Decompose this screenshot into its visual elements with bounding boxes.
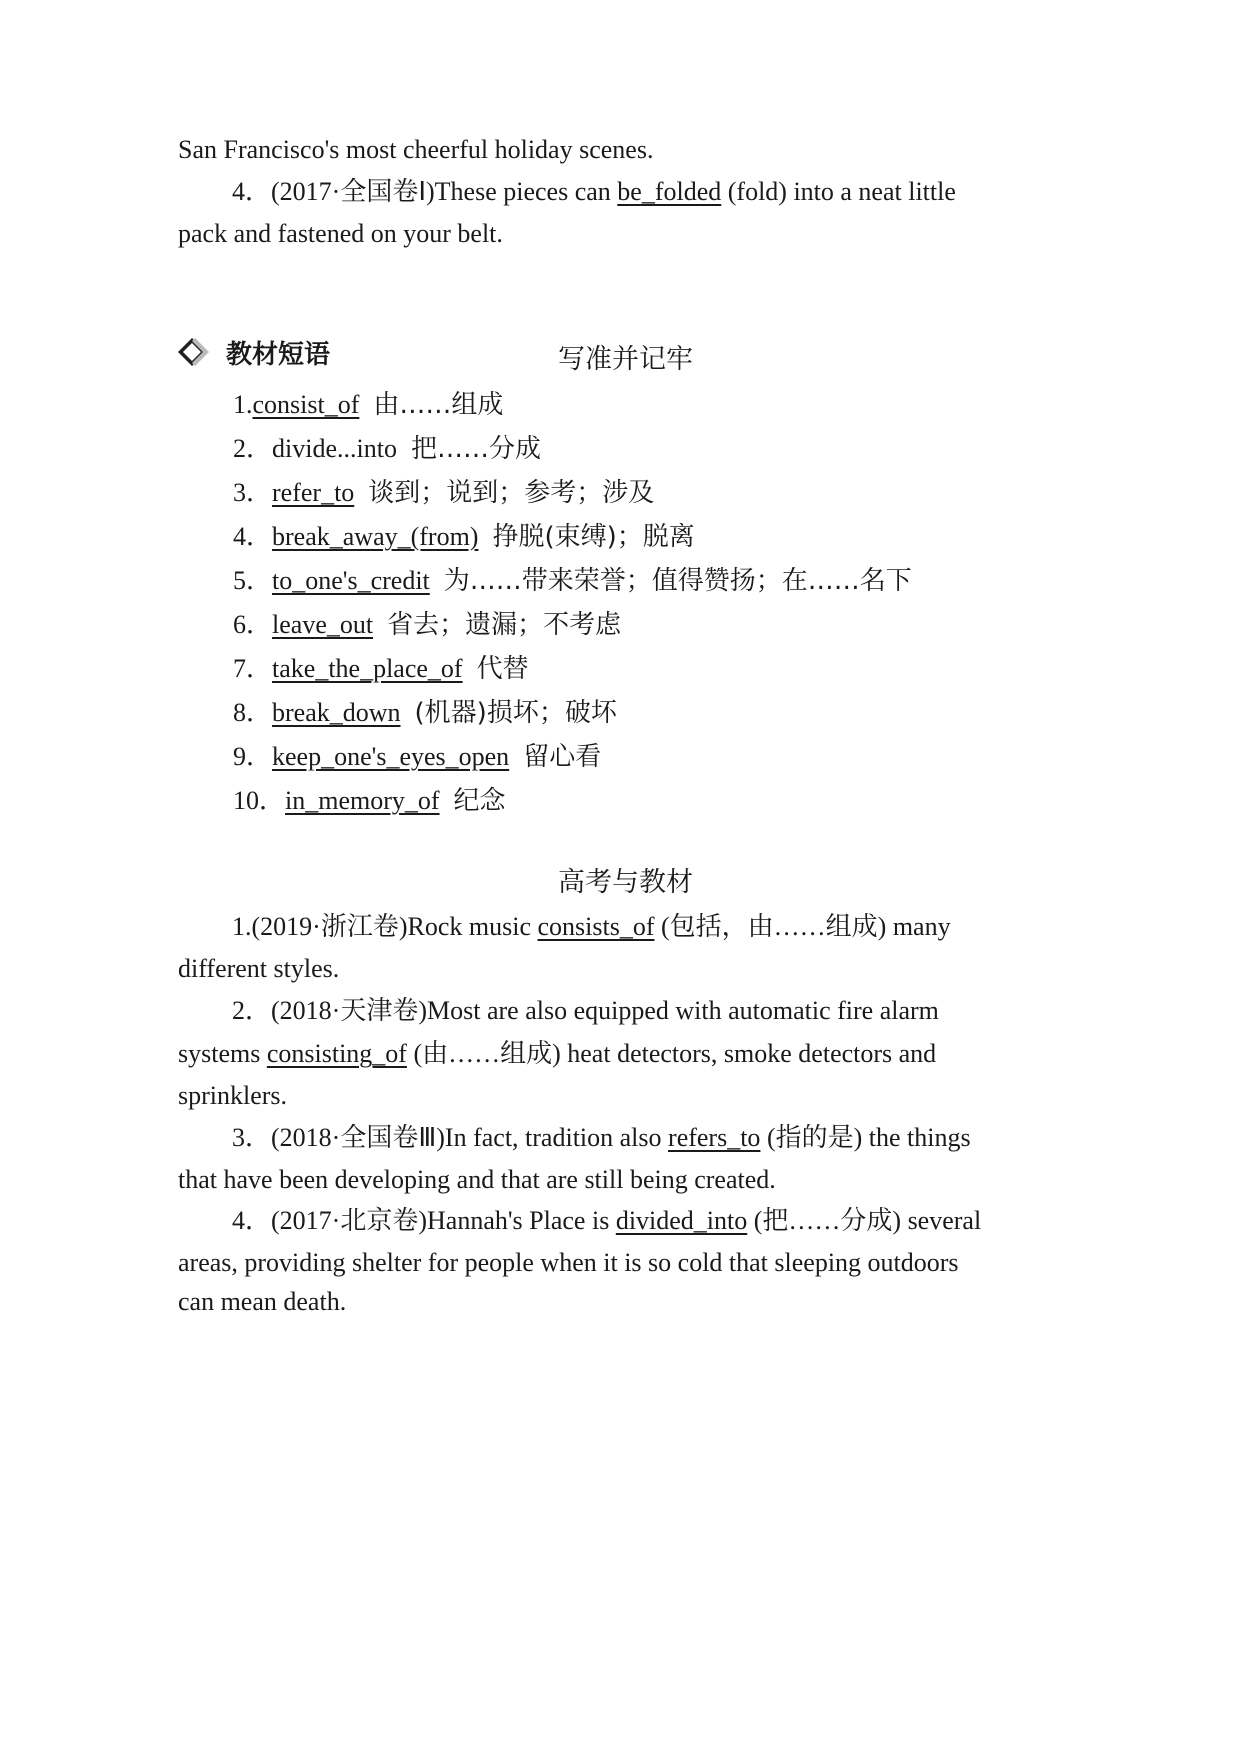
phrase-meaning: 谈到；说到；参考；涉及: [368, 478, 655, 508]
phrase-number: 2．: [233, 434, 273, 463]
item-prefix: 4．(2017·: [232, 177, 341, 206]
subsection-title: 高考与教材: [558, 867, 693, 898]
item-text: (fold) into a neat little: [721, 177, 956, 206]
item-prefix: 4．(2017·: [232, 1206, 341, 1235]
source-label: 北京卷: [340, 1206, 419, 1236]
source-label: 浙江卷: [320, 912, 399, 942]
phrase-number: 1.: [233, 390, 253, 419]
phrase-item: [233, 520, 695, 554]
phrase-item: [233, 564, 912, 598]
phrase-meaning: 留心看: [523, 742, 602, 772]
phrase-number: 10．: [233, 786, 286, 815]
item-prefix: 3．(2018·: [232, 1123, 341, 1152]
phrase-text: consist_of: [252, 390, 360, 419]
section-title: 教材短语: [226, 339, 331, 370]
item-text: (由……组成) heat detectors, smoke detectors and: [406, 1039, 937, 1068]
exam-question-2: [232, 994, 939, 1028]
phrase-item: [233, 740, 601, 774]
phrase-meaning: 挣脱(束缚)；脱离: [492, 522, 695, 552]
phrase-item: [233, 696, 617, 730]
item-prefix: 2．(2018·: [232, 996, 341, 1025]
phrase-number: 8．: [233, 698, 273, 727]
item-text: (把……分成) several: [747, 1206, 982, 1235]
item-text: )Rock music: [398, 912, 538, 941]
phrase-item: [233, 784, 506, 818]
phrase-text: break_away_(from): [272, 522, 479, 551]
phrase-text: refer_to: [272, 478, 355, 507]
subsection-title: 写准并记牢: [558, 344, 693, 375]
item-text: )In fact, tradition also: [436, 1123, 669, 1152]
phrase-number: 3．: [233, 478, 273, 507]
item-text: )Most are also equipped with automatic fire alarm: [418, 996, 939, 1025]
phrase-meaning: 省去；遗漏；不考虑: [387, 610, 622, 640]
phrase-text: keep_one's_eyes_open: [272, 742, 510, 771]
text-line: areas, providing shelter for people when it is so cold that sleeping outdoors: [178, 1248, 959, 1277]
phrase-text: to_one's_credit: [272, 566, 430, 595]
phrase-number: 9．: [233, 742, 273, 771]
phrase-meaning: 把……分成: [410, 434, 541, 464]
phrase-item: [233, 432, 541, 466]
exam-question-3: [232, 1121, 971, 1155]
phrase-meaning: 纪念: [453, 786, 506, 816]
phrase-item: [233, 608, 621, 642]
item-text: (包括，由……组成) many: [654, 912, 951, 941]
phrase-meaning: 由……组成: [373, 390, 504, 420]
phrase-meaning: 代替: [476, 654, 529, 684]
source-label: 天津卷: [340, 996, 419, 1026]
text-line: different styles.: [178, 954, 340, 983]
text-line: pack and fastened on your belt.: [178, 219, 503, 248]
phrase-number: 4．: [233, 522, 273, 551]
item-text: )These pieces can: [426, 177, 618, 206]
phrase-meaning: 为……带来荣誉；值得赞扬；在……名下: [443, 566, 912, 596]
exercise-4: [232, 175, 956, 209]
text-line: can mean death.: [178, 1287, 347, 1316]
phrase-item: [233, 388, 503, 422]
item-text: (指的是) the things: [760, 1123, 971, 1152]
phrase-text: take_the_place_of: [272, 654, 463, 683]
item-prefix: 1.(2019·: [232, 912, 321, 941]
phrase-text: leave_out: [272, 610, 374, 639]
answer-blank: consisting_of: [266, 1039, 407, 1068]
phrase-number: 6．: [233, 610, 273, 639]
phrase-meaning: (机器)损坏；破坏: [414, 698, 617, 728]
item-text: systems: [178, 1039, 267, 1068]
exam-question-1: [232, 910, 951, 944]
phrase-number: 5．: [233, 566, 273, 595]
text-line: sprinklers.: [178, 1081, 288, 1110]
source-label: 全国卷Ⅰ: [340, 177, 426, 207]
phrase-text: in_memory_of: [285, 786, 440, 815]
source-label: 全国卷Ⅲ: [340, 1123, 437, 1153]
answer-blank: be_folded: [617, 177, 722, 206]
text-line: San Francisco's most cheerful holiday scenes.: [178, 135, 654, 164]
exam-question-4: [232, 1204, 981, 1238]
phrase-text: break_down: [272, 698, 401, 727]
phrase-text: divide...into: [272, 434, 397, 463]
answer-blank: divided_into: [615, 1206, 748, 1235]
phrase-item: [233, 652, 529, 686]
answer-blank: consists_of: [537, 912, 655, 941]
phrase-item: [233, 476, 654, 510]
phrase-number: 7．: [233, 654, 273, 683]
text-line: that have been developing and that are still being created.: [178, 1165, 776, 1194]
text-line: [178, 1037, 936, 1071]
item-text: )Hannah's Place is: [418, 1206, 616, 1235]
answer-blank: refers_to: [668, 1123, 761, 1152]
